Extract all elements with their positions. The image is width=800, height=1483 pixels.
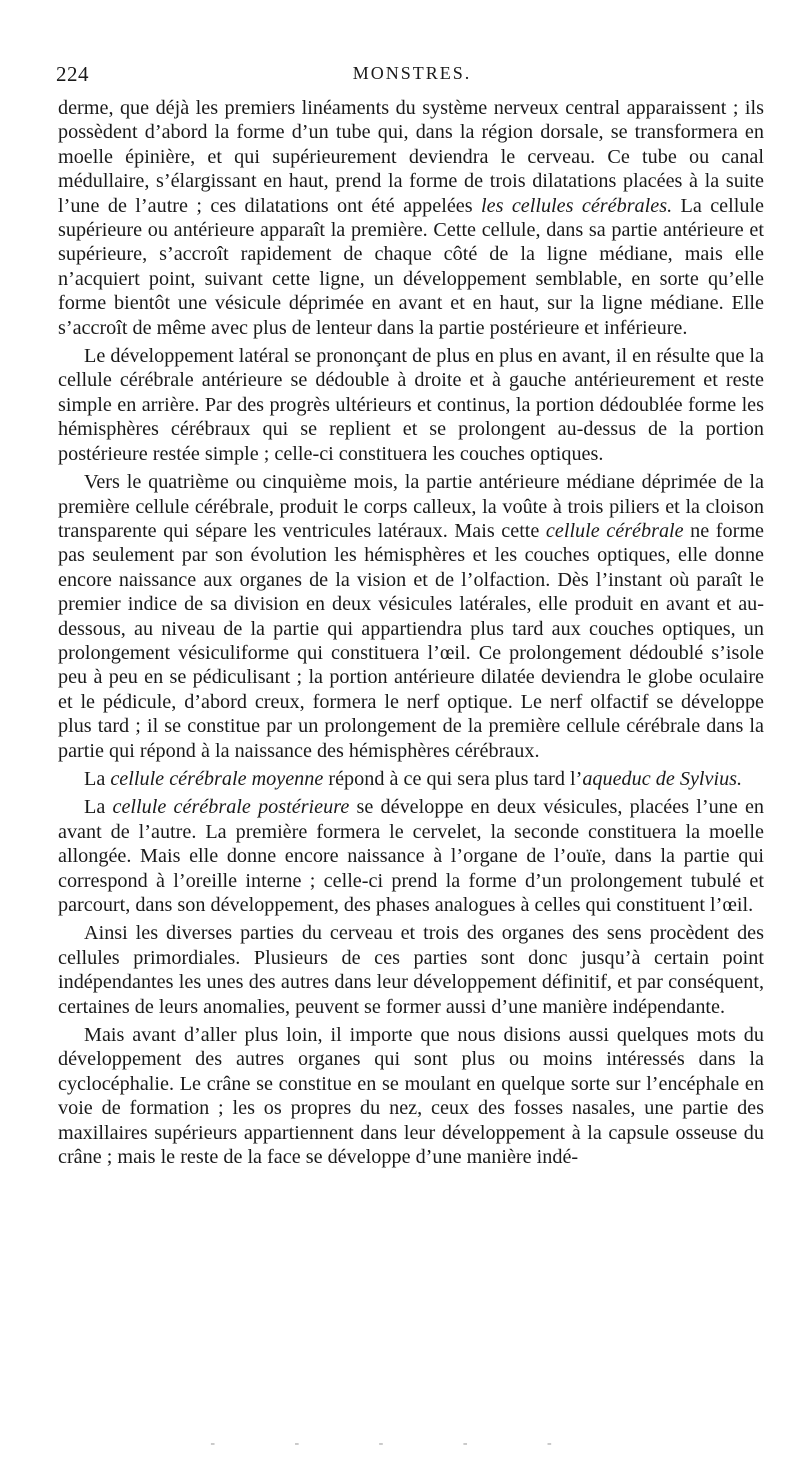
paragraph-text: derme, que déjà les premiers linéaments du système nerveux central apparaissent ; ils possèdent d’abord la forme d’un tube qui, dans la région dorsale, se transformera en moelle épinière, et qui supérieurement deviendra le cerveau. Ce tube ou canal médullaire, s’élargissant en haut, prend la forme de trois dilatations placées à la suite l’une de l’autre ; ces dilatations ont été appelées	[58, 97, 764, 217]
scan-marks: - - - - -	[210, 1436, 590, 1451]
italic-term: cellule cérébrale moyenne	[110, 767, 324, 790]
paragraph	[58, 344, 764, 466]
italic-term: aqueduc de Sylvius.	[582, 767, 743, 790]
paragraph-text: La cellule supérieure ou antérieure apparaît la première. Cette cellule, dans sa partie antérieure et supérieure, s’accroît rapidement de chaque côté de la ligne médiane, mais elle n’acquiert point, suivant cette ligne, un développement semblable, en sorte qu’elle forme bientôt une vésicule déprimée en avant et en haut, sur la ligne médiane. Elle s’accroît de même avec plus de lenteur dans la partie postérieure et inférieure.	[58, 194, 765, 339]
running-title: MONSTRES.	[352, 63, 472, 83]
paragraph	[58, 921, 764, 1019]
paragraph-text: La	[84, 796, 113, 819]
page-number: 224	[56, 62, 89, 86]
paragraph-text: Mais avant d’aller plus loin, il importe que nous disions aussi quelques mots du développement des autres organes qui sont plus ou moins intéressés dans la cyclocéphalie. Le crâne se constitue en se moulant en quelque sorte sur l’encéphale en voie de formation ; les os propres du nez, ceux des fosses nasales, une partie des maxillaires supérieurs appartiennent dans leur développement à la capsule osseuse du crâne ; mais le reste de la face se développe d’une manière indé-	[58, 1024, 764, 1169]
paragraph-text: répond à ce qui sera plus tard l’	[323, 767, 583, 790]
paragraph	[58, 795, 764, 917]
paragraph	[58, 470, 764, 763]
paragraph-text: Vers le quatrième ou cinquième mois, la partie antérieure médiane déprimée de la première cellule cérébrale, produit le corps calleux, la voûte à trois piliers et la cloison transparente qui sépare les ventricules latéraux. Mais cette	[58, 471, 764, 542]
italic-term: cellule cérébrale postérieure	[112, 796, 350, 819]
paragraph-text: La	[84, 767, 111, 790]
paragraph-text: Le développement latéral se prononçant de plus en plus en avant, il en résulte que la cellule cérébrale antérieure se dédouble à droite et à gauche antérieurement et reste simple en arrière. Par des progrès ultérieurs et continus, la portion dédoublée forme les hémisphères cérébraux qui se replient et se prolongent au-dessus de la portion postérieure restée simple ; celle-ci constituera les couches optiques.	[58, 345, 764, 465]
paragraph-text: se développe en deux vésicules, placées l’une en avant de l’autre. La première formera le cervelet, la seconde constituera la moelle allongée. Mais elle donne encore naissance à l’organe de l’ouïe, dans la partie qui correspond à l’oreille interne ; celle-ci prend la forme d’un prolongement tubulé et parcourt, dans son développement, des phases analogues à celles qui constituent l’œil.	[58, 796, 764, 916]
italic-term: les cellules cérébrales.	[481, 194, 673, 217]
paragraph	[58, 767, 764, 791]
paragraph-text: Ainsi les diverses parties du cerveau et trois des organes des sens procèdent des cellules primordiales. Plusieurs de ces parties sont donc jusqu’à certain point indépendantes les unes des autres dans leur développement définitif, et par conséquent, certaines de leurs anomalies, peuvent se former aussi d’une manière indépendante.	[58, 922, 764, 1018]
paragraph	[58, 1023, 764, 1169]
body-text	[58, 96, 764, 1173]
running-head	[56, 62, 768, 90]
italic-term: cellule cérébrale	[545, 519, 684, 542]
paragraph	[58, 96, 764, 340]
paragraph-text: ne forme pas seulement par son évolution les hémisphères et les couches optiques, elle donne encore naissance aux organes de la vision et de l’olfaction. Dès l’instant où paraît le premier indice de sa division en deux vésicules latérales, elle produit en avant et au-dessous, au niveau de la partie qui appartiendra plus tard aux couches optiques, un prolongement vésiculiforme qui constituera l’œil. Ce prolongement dédoublé s’isole peu à peu en se pédiculisant ; la portion antérieure dilatée deviendra le globe oculaire et le pédicule, d’abord creux, formera le nerf optique. Le nerf olfactif se développe plus tard ; il se constitue par un prolongement de la première cellule cérébrale dans la partie qui répond à la naissance des hémisphères cérébraux.	[58, 519, 764, 762]
